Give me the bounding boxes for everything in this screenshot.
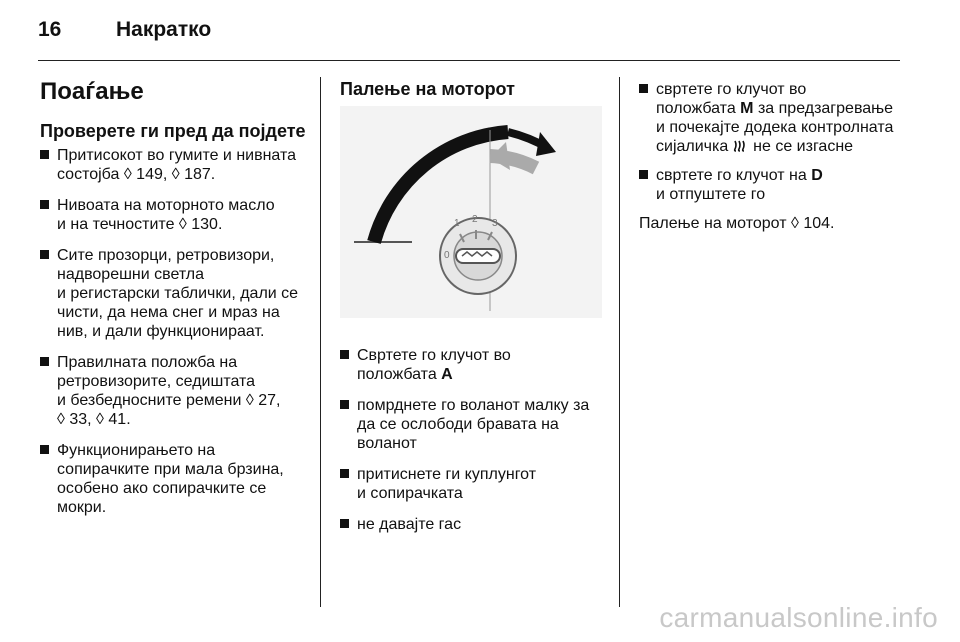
ignition-key-switch-icon <box>340 106 602 318</box>
bullet-icon <box>40 250 49 259</box>
bullet-icon <box>340 350 349 359</box>
bullet-icon <box>340 400 349 409</box>
key-position-lock: 0 <box>444 250 450 261</box>
page-number: 16 <box>38 18 62 41</box>
list-item: Нивоата на моторното масло и на течностите ◊ 130. <box>38 196 306 234</box>
list-item: Правилната положба на ретровизорите, седиштата и безбедносните ремени ◊ 27, ◊ 33, ◊ 41. <box>38 353 306 429</box>
preheat-coil-icon <box>733 139 749 153</box>
bullet-icon <box>40 150 49 159</box>
column-divider-1 <box>320 77 321 607</box>
bullet-icon <box>40 200 49 209</box>
list-item: Функционирањето на сопирачките при мала брзина, особено ако сопирачките се мокри. <box>38 441 306 517</box>
bullet-icon <box>340 469 349 478</box>
cross-reference: Палење на моторот ◊ 104. <box>639 215 835 232</box>
section-title: Накратко <box>116 18 212 41</box>
page-header <box>38 18 922 58</box>
list-item: притиснете ги куплунгот и сопирачката <box>338 465 606 503</box>
key-position-acc: 1 <box>454 218 460 229</box>
procedure-list-continued <box>637 80 905 204</box>
list-item: Свртете го клучот во положбата A <box>338 346 606 384</box>
list-item: не давајте гас <box>338 515 606 534</box>
checklist <box>38 146 306 517</box>
column-subtitle: Проверете ги пред да појдете <box>40 121 306 141</box>
bullet-icon <box>340 519 349 528</box>
bullet-icon <box>639 84 648 93</box>
column-divider-2 <box>619 77 620 607</box>
list-item: свртете го клучот на D и отпуштете го <box>637 166 905 204</box>
column-2 <box>338 70 606 546</box>
header-rule <box>38 60 900 61</box>
bullet-icon <box>639 170 648 179</box>
list-item: Притисокот во гумите и нивната состојба ◊ 149, ◊ 187. <box>38 146 306 184</box>
column-title: Палење на моторот <box>340 79 515 99</box>
column-title: Поаѓање <box>40 78 144 105</box>
column-3 <box>637 70 905 233</box>
key-position-start: 3 <box>492 218 498 229</box>
ignition-figure <box>340 106 602 318</box>
watermark: carmanualsonline.info <box>659 602 938 633</box>
procedure-list <box>338 346 606 534</box>
bullet-icon <box>40 357 49 366</box>
column-1 <box>38 70 306 529</box>
list-item: Сите прозорци, ретровизори, надворешни светла и регистарски таблички, дали се чисти, да нема снег и мраз на нив, и дали функционираат. <box>38 246 306 341</box>
list-item: помрднете го воланот малку за да се ослободи бравата на воланот <box>338 396 606 453</box>
key-position-on: 2 <box>472 214 478 225</box>
list-item: свртете го клучот во положбата M за предзагревање и почекајте додека контролната сијаличка не се изгасне <box>637 80 905 156</box>
bullet-icon <box>40 445 49 454</box>
